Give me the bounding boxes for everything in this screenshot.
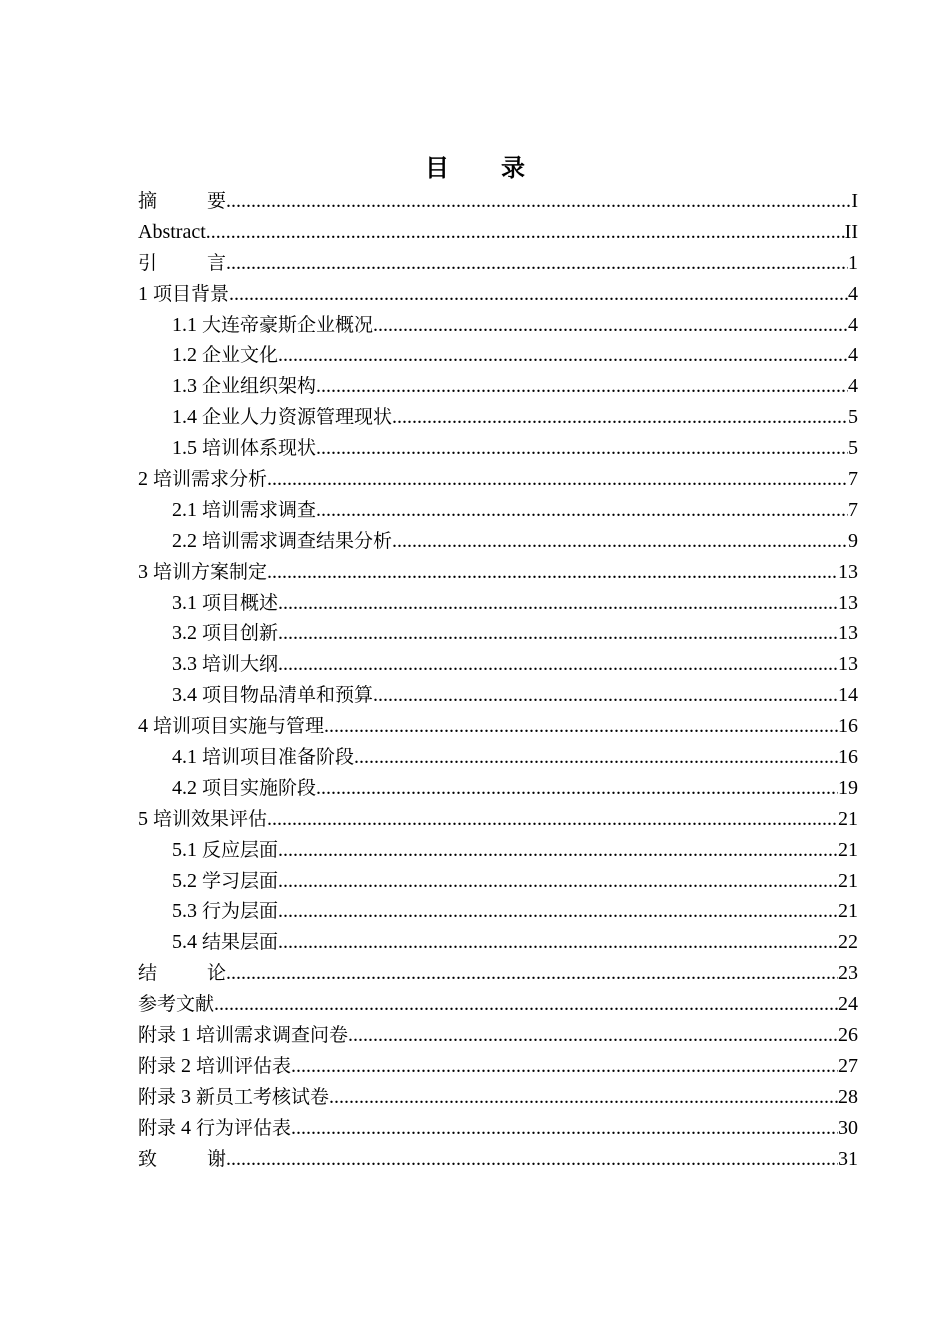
toc-entry-label-run: 3: [176, 1085, 197, 1108]
toc-entry[interactable]: [138, 742, 858, 773]
toc-entry-label: [172, 402, 392, 433]
toc-dot-leader: [392, 402, 848, 433]
toc-entry-label-run: 培训需求分析: [153, 468, 268, 491]
toc-dot-leader: [324, 711, 838, 742]
toc-entry-label: [172, 526, 392, 557]
toc-entry-label-run: 3.4: [172, 684, 202, 707]
toc-entry-label-char: 言: [206, 251, 226, 274]
toc-entry[interactable]: [138, 371, 858, 402]
toc-entry-label: [172, 680, 373, 711]
toc-entry[interactable]: [138, 217, 858, 248]
toc-dot-leader: [226, 1144, 838, 1175]
toc-entry-label-run: 学习层面: [202, 869, 279, 892]
toc-entry-page-number: 21: [838, 869, 858, 892]
toc-entry-label: [172, 742, 354, 773]
toc-entry-label-run: 3.2: [172, 622, 202, 645]
toc-entry-label: [138, 1020, 348, 1051]
toc-entry-label-run: 5: [138, 807, 153, 830]
toc-entry-label-run: 2: [176, 1054, 197, 1077]
toc-entry[interactable]: [138, 526, 858, 557]
toc-entry-page-number: 4: [848, 375, 858, 398]
toc-entry[interactable]: [138, 186, 858, 217]
toc-entry-page-number: 4: [848, 282, 858, 305]
toc-entry-label: [138, 1082, 329, 1113]
toc-dot-leader: [229, 279, 848, 310]
toc-entry-label-run: 项目物品清单和预算: [202, 684, 374, 707]
toc-entry-label: [172, 433, 316, 464]
toc-entry-page-number: 5: [848, 437, 858, 460]
toc-entry-label-run: 行为评估表: [196, 1116, 292, 1139]
toc-entry[interactable]: [138, 279, 858, 310]
toc-entry-label-run: 1.5: [172, 437, 202, 460]
toc-entry-page-number: 13: [838, 560, 858, 583]
toc-entry-page-number: 13: [838, 622, 858, 645]
toc-entry-page-number: 27: [838, 1054, 858, 1077]
toc-entry-label-run: 附录: [138, 1024, 177, 1047]
toc-entry-label: [138, 557, 267, 588]
toc-dot-leader: [291, 1113, 838, 1144]
toc-entry-page-number: II: [844, 220, 858, 243]
toc-entry-label: [138, 279, 229, 310]
toc-entry-page-number: I: [851, 190, 858, 212]
toc-entry[interactable]: [138, 835, 858, 866]
toc-entry-label-run: 附录: [138, 1054, 177, 1077]
toc-dot-leader: [214, 989, 838, 1020]
toc-entry-label-run: 企业文化: [202, 344, 279, 367]
toc-entry-label-run: 1: [138, 282, 153, 305]
toc-entry-label-run: 培训方案制定: [153, 560, 268, 583]
toc-dot-leader: [373, 680, 838, 711]
toc-entry[interactable]: [138, 1051, 858, 1082]
toc-dot-leader: [278, 649, 838, 680]
toc-dot-leader: [291, 1051, 838, 1082]
toc-title: [0, 150, 950, 186]
toc-entry-page-number: 21: [838, 900, 858, 923]
toc-entry-label: [138, 804, 267, 835]
toc-dot-leader: [354, 742, 838, 773]
toc-entry-label-run: 项目背景: [153, 282, 230, 305]
toc-entry-label-run: 5.4: [172, 931, 202, 954]
toc-entry-label: [172, 618, 278, 649]
toc-entry-label: [172, 866, 278, 897]
toc-entry-label-char: 要: [206, 190, 226, 212]
toc-dot-leader: [226, 958, 838, 989]
toc-entry-page-number: 26: [838, 1024, 858, 1047]
toc-entry[interactable]: [138, 464, 858, 495]
toc-entry-page-number: 16: [838, 746, 858, 769]
toc-dot-leader: [316, 371, 848, 402]
toc-dot-leader: [329, 1082, 838, 1113]
toc-dot-leader: [316, 433, 848, 464]
toc-entry-label-run: 行为层面: [202, 900, 279, 923]
toc-entry-label: [138, 958, 226, 989]
toc-dot-leader: [226, 186, 851, 217]
toc-entry-label-char: 结: [138, 962, 158, 985]
toc-entry-label: [172, 773, 316, 804]
toc-entry-label-run: 1.4: [172, 406, 202, 429]
toc-dot-leader: [348, 1020, 838, 1051]
toc-entry[interactable]: [138, 1113, 858, 1144]
toc-dot-leader: [392, 526, 848, 557]
toc-entry[interactable]: [138, 1082, 858, 1113]
toc-entry-label-run: 3.3: [172, 653, 202, 676]
toc-entry-label: [138, 711, 324, 742]
toc-entry-label-run: 5.3: [172, 900, 202, 923]
toc-entry-label-run: 3: [138, 560, 153, 583]
toc-entry-page-number: 23: [838, 962, 858, 985]
toc-entry-page-number: 7: [848, 468, 858, 491]
toc-entry-label: [172, 310, 373, 341]
toc-entry-label-run: 3.1: [172, 591, 202, 614]
toc-entry-page-number: 16: [838, 715, 858, 738]
toc-entry-page-number: 19: [838, 776, 858, 799]
toc-entry-page-number: 13: [838, 591, 858, 614]
toc-entry-page-number: 21: [838, 807, 858, 830]
toc-entry-label-run: 反应层面: [202, 838, 279, 861]
toc-entry[interactable]: [138, 1020, 858, 1051]
toc-entry-label-run: 培训大纲: [202, 653, 279, 676]
toc-entry-label-run: 培训项目实施与管理: [153, 715, 325, 738]
toc-entry-page-number: 14: [838, 684, 858, 707]
toc-entry-label-run: Abstract: [138, 220, 206, 243]
toc-entry-label: [138, 186, 226, 217]
toc-dot-leader: [267, 557, 838, 588]
toc-entry-label-run: 5.1: [172, 838, 202, 861]
toc-entry-label-run: 项目实施阶段: [202, 776, 317, 799]
toc-entry[interactable]: [138, 557, 858, 588]
toc-entry-label-run: 附录: [138, 1085, 177, 1108]
toc-entry-label-run: 企业人力资源管理现状: [202, 406, 393, 429]
toc-entry-page-number: 31: [838, 1147, 858, 1170]
toc-entry-label-run: 大连帝豪斯企业概况: [202, 313, 374, 336]
toc-entry[interactable]: [138, 896, 858, 927]
toc-entry-label: [172, 495, 316, 526]
toc-entry[interactable]: [138, 340, 858, 371]
toc-entry-page-number: 13: [838, 653, 858, 676]
toc-dot-leader: [278, 835, 838, 866]
toc-entry-label-run: 结果层面: [202, 931, 279, 954]
toc-entry-label-run: 4.2: [172, 776, 202, 799]
toc-entry-page-number: 22: [838, 931, 858, 954]
toc-entry[interactable]: [138, 248, 858, 279]
toc-entry[interactable]: [138, 804, 858, 835]
toc-entry-label: [172, 896, 278, 927]
toc-entry[interactable]: [138, 711, 858, 742]
toc-entry-page-number: 28: [838, 1085, 858, 1108]
toc-entry-label: [172, 835, 278, 866]
toc-entry[interactable]: [138, 866, 858, 897]
toc-entry-label: [172, 927, 278, 958]
toc-entry-label-char: 引: [138, 251, 158, 274]
toc-entry-label: [138, 464, 267, 495]
toc-dot-leader: [267, 804, 838, 835]
toc-dot-leader: [278, 588, 838, 619]
toc-entry-label-run: 1: [176, 1024, 197, 1047]
toc-entry[interactable]: [138, 495, 858, 526]
toc-entry-label-run: 培训效果评估: [153, 807, 268, 830]
toc-entry-label-run: 2.2: [172, 529, 202, 552]
toc-entry[interactable]: [138, 588, 858, 619]
toc-entry-page-number: 1: [848, 251, 858, 274]
toc-entry-label-run: 培训体系现状: [202, 437, 317, 460]
toc-entry-page-number: 4: [848, 344, 858, 367]
toc-entry-label: [172, 340, 278, 371]
toc-entry-label-run: 培训项目准备阶段: [202, 746, 355, 769]
toc-entry-label: [138, 1051, 291, 1082]
toc-entry-label: [138, 989, 214, 1020]
table-of-contents: [138, 186, 858, 1175]
toc-entry-label: [172, 588, 278, 619]
toc-entry-label-run: 5.2: [172, 869, 202, 892]
toc-entry-label-run: 项目概述: [202, 591, 279, 614]
toc-entry-label-run: 培训需求调查: [202, 498, 317, 521]
toc-entry-page-number: 4: [848, 313, 858, 336]
toc-entry-label-run: 4: [138, 715, 153, 738]
toc-entry-label-run: 1.1: [172, 313, 202, 336]
toc-entry-label-run: 培训需求调查结果分析: [202, 529, 393, 552]
toc-dot-leader: [206, 217, 845, 248]
toc-dot-leader: [373, 310, 848, 341]
toc-entry-label-char: 致: [138, 1147, 158, 1170]
toc-entry-label-run: 2.1: [172, 498, 202, 521]
toc-entry[interactable]: [138, 433, 858, 464]
toc-entry-label: [138, 217, 206, 248]
toc-entry-label: [172, 649, 278, 680]
toc-entry-label-run: 参考文献: [138, 993, 215, 1016]
toc-entry[interactable]: [138, 310, 858, 341]
toc-entry-page-number: 9: [848, 529, 858, 552]
toc-entry-label-run: 4.1: [172, 746, 202, 769]
toc-entry-label-run: 项目创新: [202, 622, 279, 645]
toc-dot-leader: [267, 464, 848, 495]
toc-entry[interactable]: [138, 402, 858, 433]
toc-dot-leader: [278, 896, 838, 927]
toc-entry-label-run: 1.3: [172, 375, 202, 398]
toc-entry-page-number: 5: [848, 406, 858, 429]
toc-dot-leader: [278, 866, 838, 897]
toc-entry-label-run: 培训需求调查问卷: [196, 1024, 349, 1047]
toc-entry-label: [138, 1144, 226, 1175]
toc-entry-page-number: 24: [838, 993, 858, 1016]
toc-entry-label-run: 1.2: [172, 344, 202, 367]
toc-entry-label-char: 谢: [206, 1147, 226, 1170]
toc-entry[interactable]: [138, 958, 858, 989]
toc-entry-label: [138, 1113, 291, 1144]
toc-entry[interactable]: [138, 618, 858, 649]
toc-dot-leader: [226, 248, 848, 279]
toc-dot-leader: [278, 618, 838, 649]
toc-entry-label-run: 附录: [138, 1116, 177, 1139]
toc-title-right: 录: [501, 154, 525, 182]
toc-entry-label: [172, 371, 316, 402]
toc-entry[interactable]: [138, 680, 858, 711]
toc-entry-label-run: 2: [138, 468, 153, 491]
toc-dot-leader: [316, 773, 838, 804]
toc-entry-label-run: 培训评估表: [196, 1054, 292, 1077]
toc-dot-leader: [316, 495, 848, 526]
toc-dot-leader: [278, 340, 848, 371]
toc-entry[interactable]: [138, 1144, 858, 1175]
toc-entry[interactable]: [138, 773, 858, 804]
toc-entry[interactable]: [138, 989, 858, 1020]
toc-dot-leader: [278, 927, 838, 958]
toc-entry-page-number: 30: [838, 1116, 858, 1139]
toc-entry-label-run: 新员工考核试卷: [196, 1085, 330, 1108]
toc-entry[interactable]: [138, 649, 858, 680]
toc-entry-label-run: 4: [176, 1116, 197, 1139]
toc-entry-label: [138, 248, 226, 279]
toc-entry-page-number: 7: [848, 498, 858, 521]
toc-entry-label-char: 摘: [138, 190, 158, 212]
toc-entry-label-run: 企业组织架构: [202, 375, 317, 398]
toc-entry-page-number: 21: [838, 838, 858, 861]
toc-entry-label-char: 论: [206, 962, 226, 985]
toc-title-left: 目: [425, 154, 449, 182]
toc-entry[interactable]: [138, 927, 858, 958]
